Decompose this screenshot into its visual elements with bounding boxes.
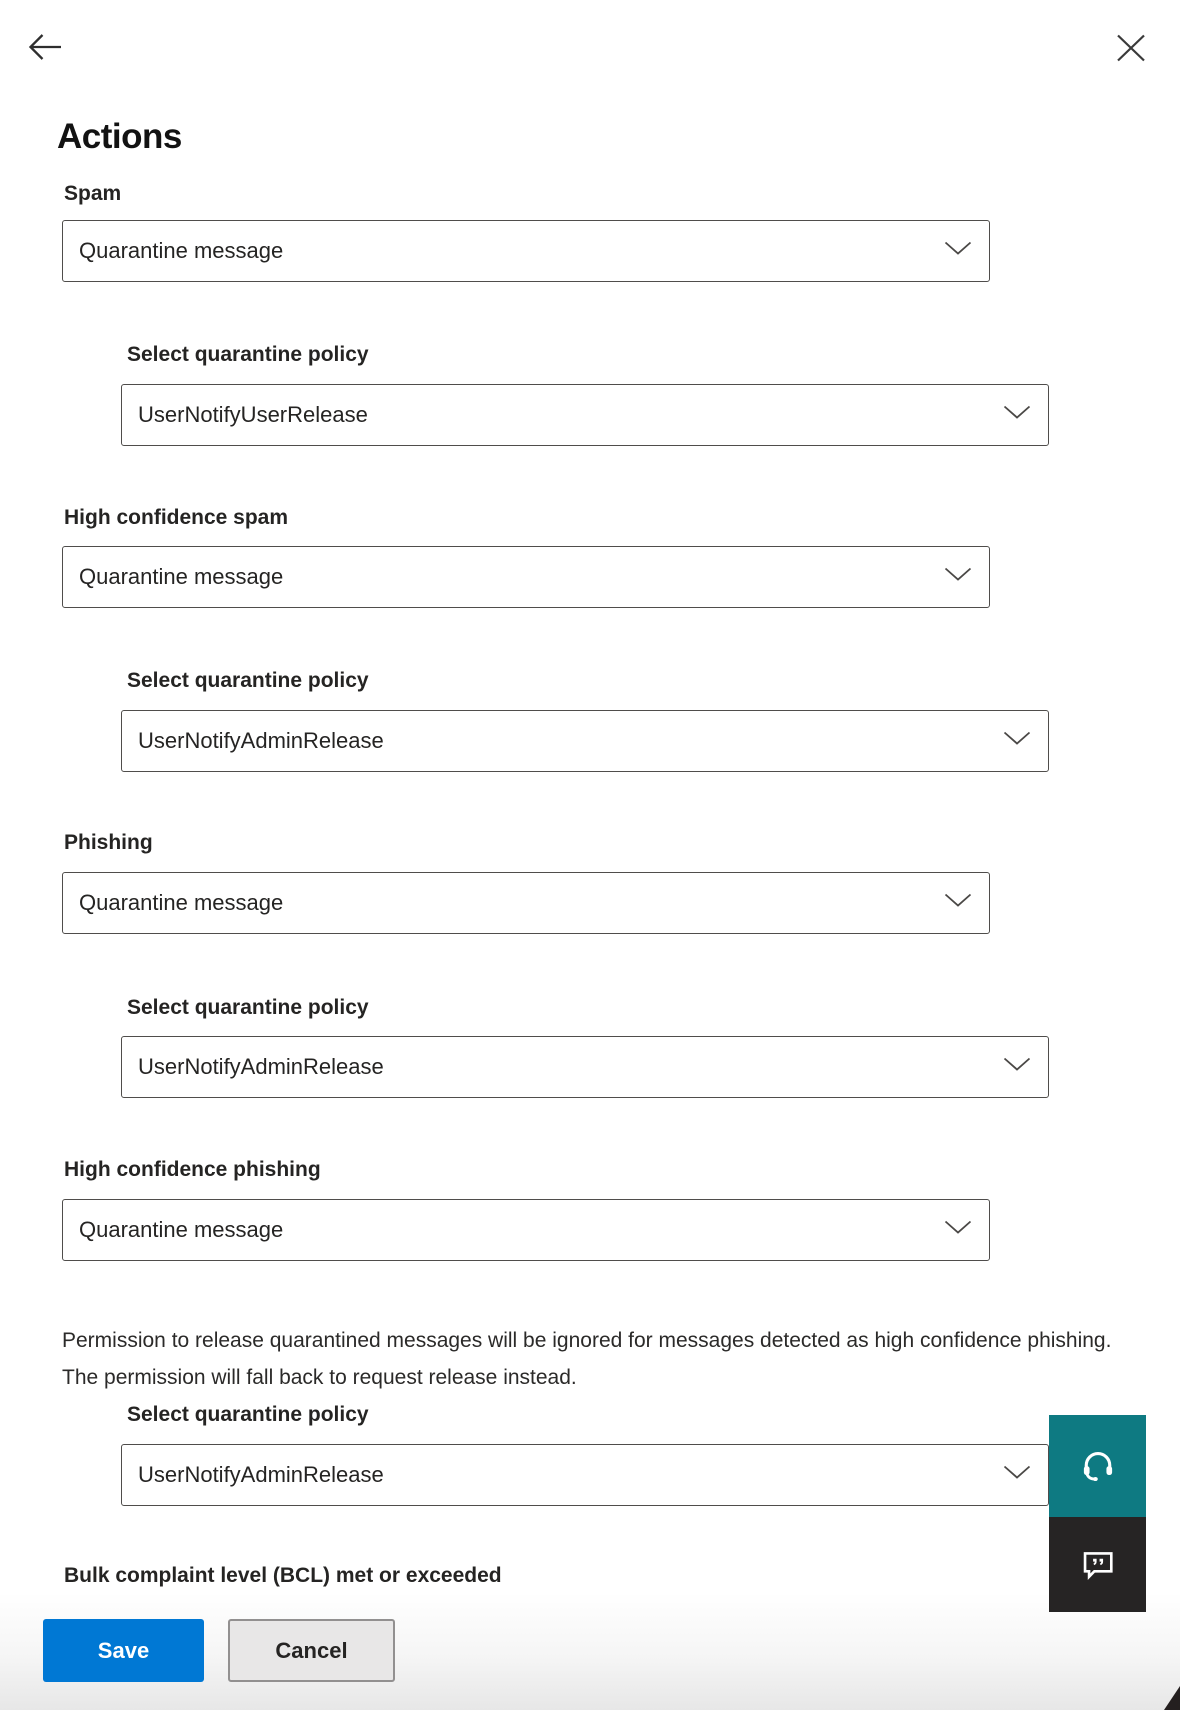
chevron-down-icon [1003, 731, 1031, 751]
policy-label-high-confidence-phishing: Select quarantine policy [127, 1403, 369, 1426]
chevron-down-icon [1003, 1465, 1031, 1485]
spam-action-select[interactable] [62, 220, 990, 282]
chevron-down-icon [944, 567, 972, 587]
cancel-button-label: Cancel [275, 1637, 348, 1663]
help-button[interactable] [1049, 1415, 1146, 1517]
high-confidence-phishing-action-select[interactable] [62, 1199, 990, 1261]
chevron-down-icon [944, 893, 972, 913]
close-button[interactable] [1112, 31, 1150, 65]
select-value: UserNotifyAdminRelease [138, 1462, 384, 1487]
close-icon [1116, 34, 1146, 62]
high-confidence-phishing-note: Permission to release quarantined messages will be ignored for messages detected as high confidence phishing. The permission will fall back to request release instead. [62, 1329, 1112, 1389]
high-confidence-spam-quarantine-policy-select[interactable] [121, 710, 1049, 772]
select-value: UserNotifyUserRelease [138, 402, 368, 427]
back-icon [27, 31, 63, 63]
section-label-high-confidence-phishing: High confidence phishing [64, 1158, 321, 1181]
policy-label-high-confidence-spam: Select quarantine policy [127, 669, 369, 692]
chevron-down-icon [944, 1220, 972, 1240]
save-button[interactable] [43, 1619, 204, 1682]
policy-label-phishing: Select quarantine policy [127, 996, 369, 1019]
save-button-label: Save [97, 1637, 150, 1663]
headset-icon [1076, 1444, 1120, 1488]
select-value: UserNotifyAdminRelease [138, 1054, 384, 1079]
policy-label-spam: Select quarantine policy [127, 343, 369, 366]
corner-artifact [1164, 1686, 1180, 1710]
select-value: Quarantine message [79, 238, 284, 263]
phishing-action-select[interactable] [62, 872, 990, 934]
page-title: Actions [57, 117, 182, 157]
section-label-phishing: Phishing [64, 831, 153, 854]
section-label-bulk-complaint-level: Bulk complaint level (BCL) met or exceeded [64, 1564, 502, 1587]
feedback-button[interactable] [1049, 1517, 1146, 1612]
chevron-down-icon [1003, 405, 1031, 425]
spam-quarantine-policy-select[interactable] [121, 384, 1049, 446]
section-label-spam: Spam [64, 182, 122, 205]
phishing-quarantine-policy-select[interactable] [121, 1036, 1049, 1098]
select-value: Quarantine message [79, 890, 284, 915]
high-confidence-spam-action-select[interactable] [62, 546, 990, 608]
select-value: Quarantine message [79, 1217, 284, 1242]
high-confidence-phishing-quarantine-policy-select[interactable] [121, 1444, 1049, 1506]
cancel-button[interactable] [228, 1619, 395, 1682]
chat-bubble-icon [1077, 1544, 1119, 1586]
back-button[interactable] [24, 28, 66, 66]
select-value: Quarantine message [79, 564, 284, 589]
chevron-down-icon [944, 241, 972, 261]
truncated-section-heading-wrap [64, 1564, 964, 1594]
section-label-high-confidence-spam: High confidence spam [64, 506, 289, 529]
select-value: UserNotifyAdminRelease [138, 728, 384, 753]
chevron-down-icon [1003, 1057, 1031, 1077]
